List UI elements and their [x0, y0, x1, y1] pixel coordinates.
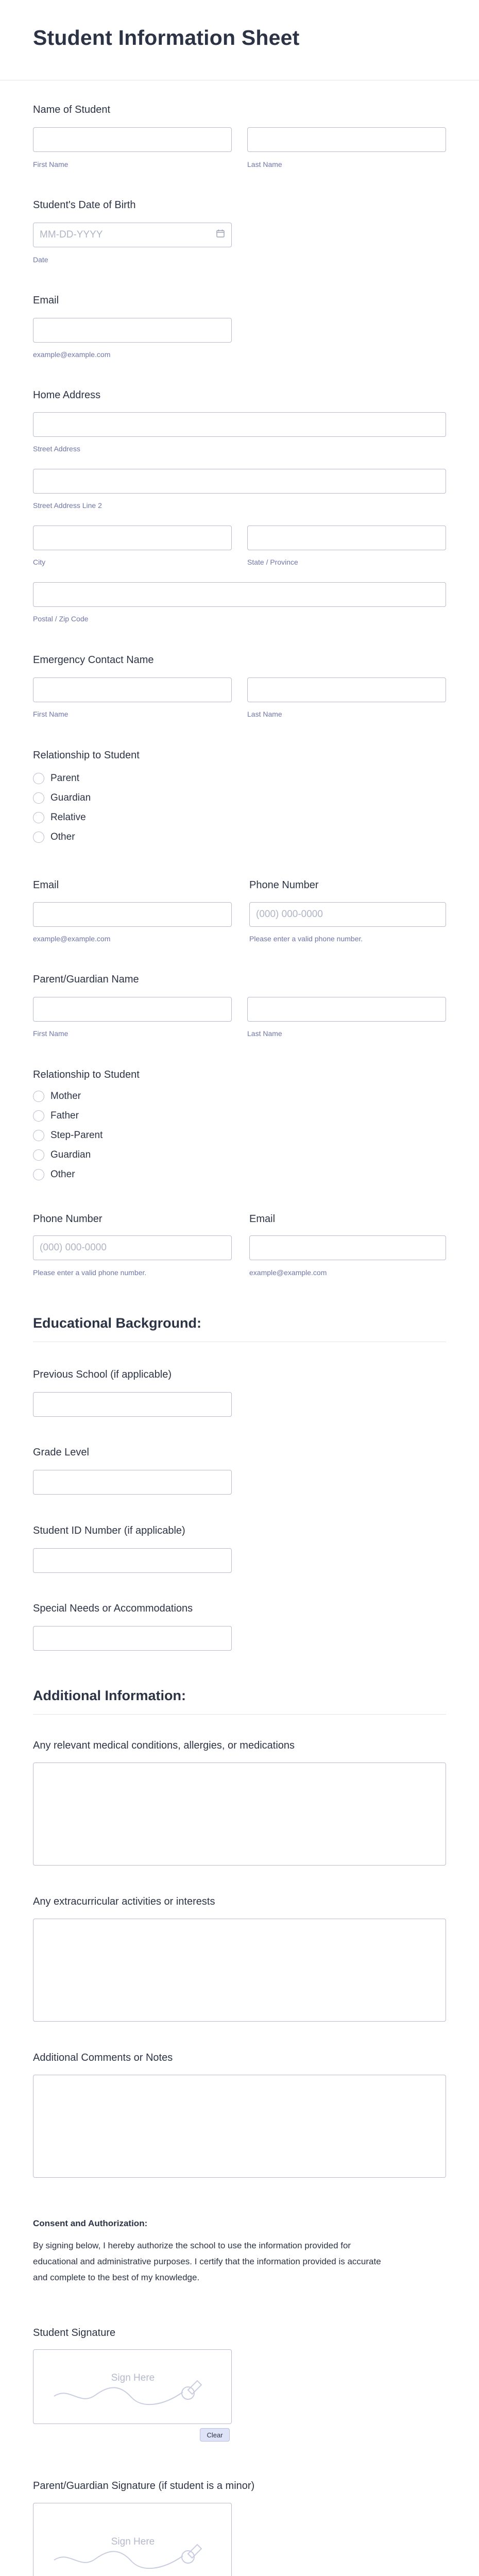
student-last-name-sublabel: Last Name	[247, 160, 282, 168]
dob-placeholder: MM-DD-YYYY	[40, 229, 103, 240]
emergency-first-name-input[interactable]	[33, 677, 232, 702]
street-address-line2-input[interactable]	[33, 469, 446, 494]
guardian-relationship-label: Relationship to Student	[33, 1069, 140, 1080]
student-name-label: Name of Student	[33, 104, 111, 115]
emergency-last-name-sublabel: Last Name	[247, 710, 282, 718]
student-first-name-input[interactable]	[33, 127, 232, 152]
medical-textarea[interactable]	[33, 1762, 446, 1866]
previous-school-input[interactable]	[33, 1392, 232, 1417]
guardian-last-name-input[interactable]	[247, 997, 446, 1022]
emergency-email-label: Email	[33, 879, 59, 891]
phone-placeholder: (000) 000-0000	[256, 909, 323, 920]
city-input[interactable]	[33, 526, 232, 550]
radio-button[interactable]	[33, 1130, 44, 1141]
emergency-first-name-sublabel: First Name	[33, 710, 69, 718]
consent-text	[33, 2238, 446, 2285]
guardian-phone-sublabel: Please enter a valid phone number.	[33, 1268, 147, 1277]
guardian-name-label: Parent/Guardian Name	[33, 974, 139, 985]
additional-section-title: Additional Information:	[33, 1688, 186, 1703]
emergency-email-input[interactable]	[33, 902, 232, 927]
education-section-title: Educational Background:	[33, 1315, 202, 1331]
radio-label: Guardian	[50, 792, 91, 803]
state-sublabel: State / Province	[247, 558, 298, 566]
radio-button[interactable]	[33, 1091, 44, 1102]
radio-option-father[interactable]	[33, 1110, 79, 1122]
postal-code-sublabel: Postal / Zip Code	[33, 615, 89, 623]
student-email-label: Email	[33, 295, 59, 306]
student-email-sublabel: example@example.com	[33, 350, 111, 359]
sign-here-placeholder: Sign Here	[111, 2536, 155, 2547]
radio-button[interactable]	[33, 1169, 44, 1180]
radio-label: Mother	[50, 1091, 81, 1101]
radio-label: Step-Parent	[50, 1130, 103, 1141]
radio-option-parent[interactable]	[33, 773, 79, 784]
student-last-name-input[interactable]	[247, 127, 446, 152]
special-needs-label: Special Needs or Accommodations	[33, 1603, 193, 1614]
radio-label: Parent	[50, 773, 79, 784]
home-address-label: Home Address	[33, 389, 101, 401]
radio-button[interactable]	[33, 792, 44, 804]
guardian-first-name-sublabel: First Name	[33, 1029, 69, 1038]
guardian-email-input[interactable]	[249, 1235, 446, 1260]
radio-option-step-parent[interactable]	[33, 1130, 102, 1141]
radio-option-mother[interactable]	[33, 1091, 81, 1102]
guardian-signature-pad[interactable]	[33, 2503, 232, 2576]
grade-level-label: Grade Level	[33, 1447, 89, 1458]
radio-button[interactable]	[33, 1110, 44, 1122]
emergency-relationship-label: Relationship to Student	[33, 750, 140, 761]
radio-button[interactable]	[33, 832, 44, 843]
signature-scribble-icon	[33, 2350, 232, 2425]
emergency-email-sublabel: example@example.com	[33, 935, 111, 943]
consent-line: and complete to the best of my knowledge.	[33, 2273, 200, 2282]
previous-school-label: Previous School (if applicable)	[33, 1369, 172, 1380]
extracurricular-textarea[interactable]	[33, 1919, 446, 2022]
student-signature-pad[interactable]	[33, 2349, 232, 2424]
emergency-last-name-input[interactable]	[247, 677, 446, 702]
guardian-phone-label: Phone Number	[33, 1213, 102, 1225]
phone-placeholder: (000) 000-0000	[40, 1242, 107, 1253]
form-header	[0, 0, 479, 80]
student-id-input[interactable]	[33, 1548, 232, 1573]
street-address-input[interactable]	[33, 412, 446, 437]
student-id-label: Student ID Number (if applicable)	[33, 1525, 185, 1536]
grade-level-input[interactable]	[33, 1470, 232, 1495]
emergency-phone-label: Phone Number	[249, 879, 319, 891]
radio-button[interactable]	[33, 812, 44, 823]
radio-option-relative[interactable]	[33, 812, 86, 823]
consent-line: By signing below, I hereby authorize the school to use the information provided for	[33, 2241, 351, 2250]
state-input[interactable]	[247, 526, 446, 550]
street-address-sublabel: Street Address	[33, 445, 80, 453]
emergency-phone-input[interactable]	[249, 902, 446, 927]
consent-line: educational and administrative purposes. I certify that the information provided is accurate	[33, 2257, 381, 2266]
comments-label: Additional Comments or Notes	[33, 2052, 173, 2063]
clear-student-signature-button[interactable]: Clear	[200, 2428, 230, 2442]
student-signature-label: Student Signature	[33, 2327, 116, 2338]
guardian-last-name-sublabel: Last Name	[247, 1029, 282, 1038]
radio-button[interactable]	[33, 1149, 44, 1161]
radio-option-other[interactable]	[33, 1169, 75, 1180]
postal-code-input[interactable]	[33, 582, 446, 607]
special-needs-input[interactable]	[33, 1626, 232, 1651]
radio-label: Father	[50, 1110, 79, 1121]
radio-option-other[interactable]	[33, 832, 75, 843]
guardian-signature-label: Parent/Guardian Signature (if student is a minor)	[33, 2480, 255, 2492]
city-sublabel: City	[33, 558, 46, 566]
dob-input[interactable]	[33, 223, 232, 247]
calendar-icon[interactable]	[216, 229, 225, 241]
consent-title: Consent and Authorization:	[33, 2218, 148, 2228]
street-address-line2-sublabel: Street Address Line 2	[33, 501, 102, 510]
radio-label: Other	[50, 832, 75, 842]
emergency-phone-sublabel: Please enter a valid phone number.	[249, 935, 363, 943]
guardian-email-sublabel: example@example.com	[249, 1268, 327, 1277]
student-email-input[interactable]	[33, 318, 232, 343]
student-first-name-sublabel: First Name	[33, 160, 69, 168]
dob-sublabel: Date	[33, 256, 48, 264]
extracurricular-label: Any extracurricular activities or interests	[33, 1896, 215, 1907]
emergency-contact-label: Emergency Contact Name	[33, 654, 154, 666]
radio-label: Guardian	[50, 1149, 91, 1160]
radio-option-guardian[interactable]	[33, 792, 91, 804]
radio-label: Other	[50, 1169, 75, 1180]
comments-textarea[interactable]	[33, 2075, 446, 2178]
section-divider	[33, 1714, 446, 1715]
guardian-first-name-input[interactable]	[33, 997, 232, 1022]
radio-option-guardian[interactable]	[33, 1149, 91, 1161]
guardian-email-label: Email	[249, 1213, 276, 1225]
radio-button[interactable]	[33, 773, 44, 784]
radio-label: Relative	[50, 812, 86, 823]
dob-label: Student's Date of Birth	[33, 199, 136, 211]
medical-label: Any relevant medical conditions, allergies, or medications	[33, 1740, 295, 1751]
sign-here-placeholder: Sign Here	[111, 2372, 155, 2383]
guardian-phone-input[interactable]	[33, 1235, 232, 1260]
form-title: Student Information Sheet	[33, 26, 300, 49]
